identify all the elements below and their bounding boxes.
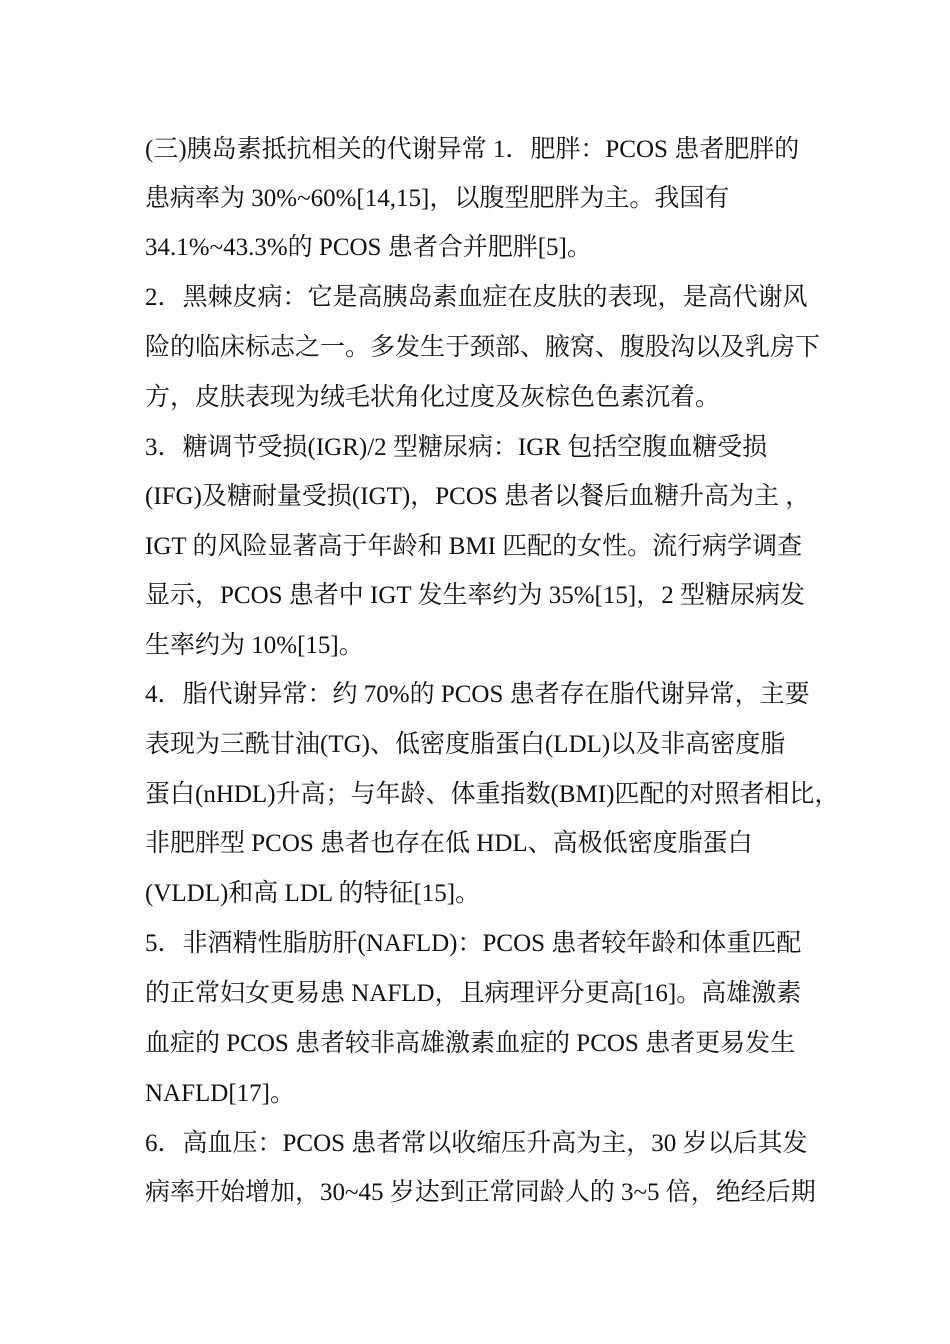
- text-line: 4．脂代谢异常：约 70%的 PCOS 患者存在脂代谢异常，主要: [145, 681, 810, 708]
- text-line: 表现为三酰甘油(TG)、低密度脂蛋白(LDL)以及非高密度脂: [145, 731, 786, 758]
- text-line: 非肥胖型 PCOS 患者也存在低 HDL、高极低密度脂蛋白: [145, 830, 753, 857]
- text-line: 5．非酒精性脂肪肝(NAFLD)：PCOS 患者较年龄和体重匹配: [145, 930, 802, 957]
- text-line: 蛋白(nHDL)升高；与年龄、体重指数(BMI)匹配的对照者相比，: [145, 781, 840, 808]
- text-line: 险的临床标志之一。多发生于颈部、腋窝、腹股沟以及乳房下: [145, 334, 821, 361]
- text-line: (IFG)及糖耐量受损(IGT)，PCOS 患者以餐后血糖升高为主 ，: [145, 483, 811, 510]
- text-line: 显示，PCOS 患者中 IGT 发生率约为 35%[15]，2 型糖尿病发: [145, 582, 805, 609]
- text-line: NAFLD[17]。: [145, 1080, 295, 1107]
- text-line: 6．高血压：PCOS 患者常以收缩压升高为主，30 岁以后其发: [145, 1130, 808, 1157]
- text-line: 方，皮肤表现为绒毛状角化过度及灰棕色色素沉着。: [145, 384, 721, 411]
- text-line: 患病率为 30%~60%[14,15]，以腹型肥胖为主。我国有: [145, 185, 730, 212]
- text-line: 病率开始增加，30~45 岁达到正常同龄人的 3~5 倍，绝经后期: [145, 1179, 816, 1206]
- text-line: 3．糖调节受损(IGR)/2 型糖尿病：IGR 包括空腹血糖受损: [145, 434, 768, 461]
- text-line: 34.1%~43.3%的 PCOS 患者合并肥胖[5]。: [145, 234, 592, 261]
- text-line: 的正常妇女更易患 NAFLD，且病理评分更高[16]。高雄激素: [145, 980, 802, 1007]
- text-line: 2．黑棘皮病：它是高胰岛素血症在皮肤的表现，是高代谢风: [145, 284, 808, 311]
- text-line: (三)胰岛素抵抗相关的代谢异常 1．肥胖：PCOS 患者肥胖的: [145, 136, 800, 163]
- text-line: 生率约为 10%[15]。: [145, 632, 364, 659]
- text-line: IGT 的风险显著高于年龄和 BMI 匹配的女性。流行病学调查: [145, 533, 803, 560]
- text-line: (VLDL)和高 LDL 的特征[15]。: [145, 880, 481, 907]
- text-line: 血症的 PCOS 患者较非高雄激素血症的 PCOS 患者更易发生: [145, 1030, 796, 1057]
